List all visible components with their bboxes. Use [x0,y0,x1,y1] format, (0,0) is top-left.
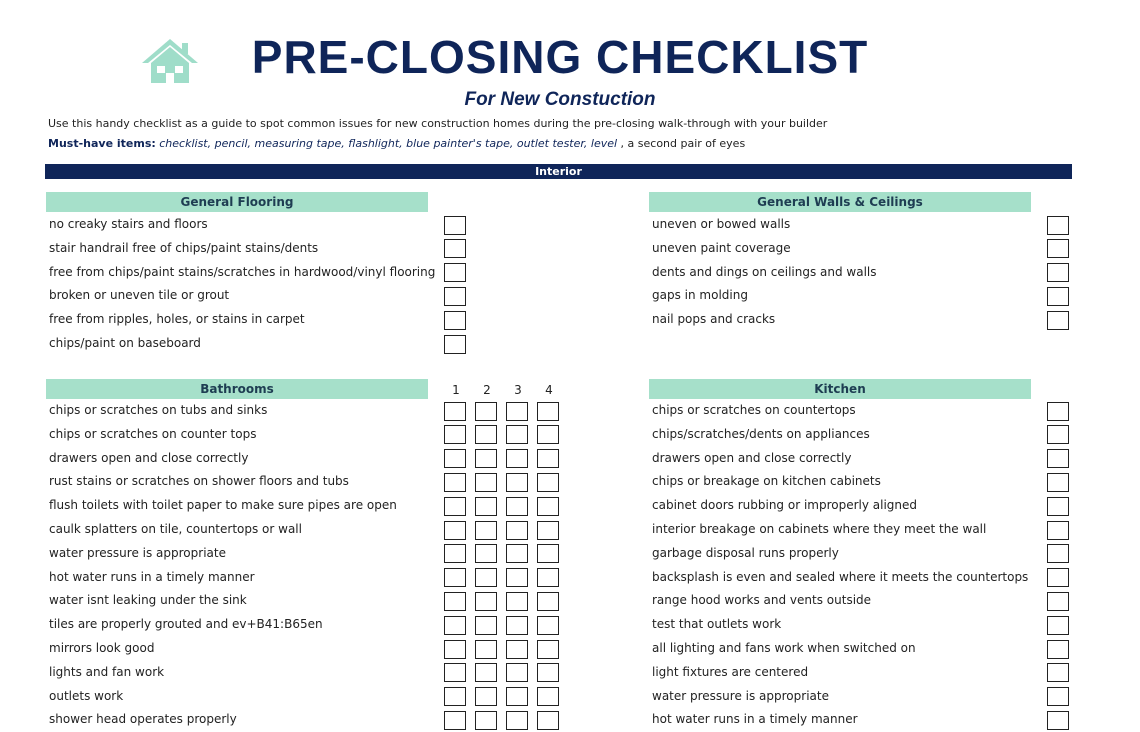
general-walls-item: uneven paint coverage [652,240,791,255]
bathrooms-item: hot water runs in a timely manner [49,569,255,584]
kitchen-item: water pressure is appropriate [652,688,829,703]
general-flooring-checkbox[interactable] [444,216,466,235]
bathrooms-checkbox-2[interactable] [475,473,497,492]
section-header-general-flooring: General Flooring [46,192,428,212]
intro-text: Use this handy checklist as a guide to spot common issues for new construction homes during the pre-closing walk-through with your builder [48,117,828,130]
bathrooms-checkbox-4[interactable] [537,616,559,635]
bathrooms-checkbox-2[interactable] [475,521,497,540]
general-flooring-checkbox[interactable] [444,263,466,282]
bathrooms-checkbox-3[interactable] [506,711,528,730]
general-flooring-item: free from ripples, holes, or stains in carpet [49,312,305,327]
kitchen-item: drawers open and close correctly [652,450,852,465]
general-walls-checkbox[interactable] [1047,311,1069,330]
kitchen-item: all lighting and fans work when switched on [652,641,916,655]
bathrooms-checkbox-4[interactable] [537,640,559,659]
kitchen-checkbox[interactable] [1047,568,1069,587]
bathrooms-checkbox-3[interactable] [506,497,528,516]
kitchen-checkbox[interactable] [1047,687,1069,706]
general-flooring-checkbox[interactable] [444,311,466,330]
bathrooms-checkbox-2[interactable] [475,711,497,730]
kitchen-item: test that outlets work [652,617,782,632]
bathrooms-checkbox-3[interactable] [506,592,528,611]
general-flooring-item: no creaky stairs and floors [49,217,208,231]
page-title: PRE-CLOSING CHECKLIST [251,31,869,83]
kitchen-checkbox[interactable] [1047,616,1069,635]
bathrooms-checkbox-3[interactable] [506,687,528,706]
bathrooms-checkbox-4[interactable] [537,544,559,563]
general-walls-item: uneven or bowed walls [652,217,791,231]
general-walls-checkbox[interactable] [1047,216,1069,235]
bathrooms-checkbox-3[interactable] [506,616,528,635]
bathrooms-item: water pressure is appropriate [49,545,226,560]
section-header-bathrooms: Bathrooms [46,379,428,399]
bathrooms-checkbox-2[interactable] [475,544,497,563]
bathrooms-checkbox-4[interactable] [537,711,559,730]
bathroom-column-3: 3 [514,383,522,397]
section-header-general-walls: General Walls & Ceilings [649,192,1031,212]
bathrooms-checkbox-2[interactable] [475,616,497,635]
bathrooms-item: outlets work [49,688,124,703]
bathrooms-checkbox-1[interactable] [444,473,466,492]
bathrooms-item: drawers open and close correctly [49,450,249,465]
bathrooms-item: chips or scratches on tubs and sinks [49,403,268,417]
bathrooms-checkbox-4[interactable] [537,663,559,682]
kitchen-checkbox[interactable] [1047,711,1069,730]
kitchen-item: chips/scratches/dents on appliances [652,426,870,441]
bathrooms-checkbox-4[interactable] [537,402,559,421]
general-walls-item: nail pops and cracks [652,312,776,327]
bathroom-column-2: 2 [483,383,491,397]
kitchen-checkbox[interactable] [1047,592,1069,611]
kitchen-item: garbage disposal runs properly [652,545,839,560]
bathrooms-item: flush toilets with toilet paper to make sure pipes are open [49,498,397,513]
interior-banner: Interior [45,164,1072,179]
kitchen-item: backsplash is even and sealed where it meets the countertops [652,569,1029,584]
bathrooms-checkbox-2[interactable] [475,497,497,516]
bathrooms-checkbox-3[interactable] [506,473,528,492]
bathrooms-checkbox-1[interactable] [444,544,466,563]
kitchen-checkbox[interactable] [1047,521,1069,540]
kitchen-item: chips or scratches on countertops [652,403,856,417]
bathrooms-checkbox-1[interactable] [444,592,466,611]
bathrooms-item: mirrors look good [49,641,155,655]
general-walls-item: gaps in molding [652,288,748,303]
bathrooms-checkbox-2[interactable] [475,687,497,706]
bathrooms-checkbox-1[interactable] [444,687,466,706]
house-icon [140,36,200,86]
must-have-label: Must-have items: [48,137,156,150]
bathrooms-item: lights and fan work [49,664,165,679]
kitchen-item: interior breakage on cabinets where they meet the wall [652,522,987,536]
bathrooms-checkbox-2[interactable] [475,425,497,444]
general-flooring-item: broken or uneven tile or grout [49,288,230,303]
bathrooms-checkbox-3[interactable] [506,402,528,421]
bathrooms-checkbox-4[interactable] [537,592,559,611]
bathrooms-item: tiles are properly grouted and ev+B41:B65en [49,617,323,632]
bathrooms-checkbox-2[interactable] [475,449,497,468]
kitchen-checkbox[interactable] [1047,663,1069,682]
bathrooms-checkbox-2[interactable] [475,568,497,587]
bathrooms-checkbox-3[interactable] [506,568,528,587]
general-flooring-checkbox[interactable] [444,287,466,306]
kitchen-item: cabinet doors rubbing or improperly aligned [652,498,918,513]
bathrooms-checkbox-1[interactable] [444,497,466,516]
general-walls-item: dents and dings on ceilings and walls [652,264,877,279]
general-flooring-item: chips/paint on baseboard [49,336,201,350]
bathrooms-item: rust stains or scratches on shower floors and tubs [49,474,349,489]
kitchen-checkbox[interactable] [1047,473,1069,492]
bathrooms-checkbox-1[interactable] [444,425,466,444]
bathrooms-item: caulk splatters on tile, countertops or wall [49,522,302,536]
general-flooring-item: free from chips/paint stains/scratches in hardwood/vinyl flooring [49,264,436,279]
bathrooms-checkbox-3[interactable] [506,449,528,468]
bathrooms-checkbox-2[interactable] [475,592,497,611]
must-have-tail: , a second pair of eyes [617,137,746,150]
bathrooms-item: shower head operates properly [49,712,237,727]
bathrooms-checkbox-4[interactable] [537,687,559,706]
bathrooms-checkbox-3[interactable] [506,425,528,444]
bathrooms-checkbox-2[interactable] [475,402,497,421]
bathrooms-checkbox-3[interactable] [506,640,528,659]
kitchen-checkbox[interactable] [1047,425,1069,444]
page-subtitle: For New Constuction [464,89,656,110]
bathroom-column-4: 4 [545,383,553,397]
kitchen-item: hot water runs in a timely manner [652,712,858,727]
bathrooms-checkbox-2[interactable] [475,640,497,659]
bathrooms-checkbox-2[interactable] [475,663,497,682]
bathroom-column-1: 1 [452,383,460,397]
bathrooms-checkbox-1[interactable] [444,449,466,468]
bathrooms-checkbox-4[interactable] [537,568,559,587]
bathrooms-checkbox-3[interactable] [506,521,528,540]
bathrooms-checkbox-1[interactable] [444,521,466,540]
bathrooms-checkbox-1[interactable] [444,663,466,682]
bathrooms-checkbox-3[interactable] [506,544,528,563]
kitchen-checkbox[interactable] [1047,402,1069,421]
kitchen-checkbox[interactable] [1047,544,1069,563]
general-flooring-checkbox[interactable] [444,239,466,258]
bathrooms-checkbox-4[interactable] [537,473,559,492]
kitchen-item: light fixtures are centered [652,664,809,679]
bathrooms-item: chips or scratches on counter tops [49,426,257,441]
bathrooms-checkbox-1[interactable] [444,711,466,730]
must-have-items: checklist, pencil, measuring tape, flashlight, blue painter's tape, outlet tester, level [155,137,618,150]
general-walls-checkbox[interactable] [1047,239,1069,258]
bathrooms-checkbox-4[interactable] [537,449,559,468]
bathrooms-checkbox-1[interactable] [444,402,466,421]
bathrooms-checkbox-1[interactable] [444,568,466,587]
kitchen-item: chips or breakage on kitchen cabinets [652,474,881,489]
general-flooring-item: stair handrail free of chips/paint stains/dents [49,240,319,255]
kitchen-item: range hood works and vents outside [652,593,872,608]
kitchen-checkbox[interactable] [1047,497,1069,516]
bathrooms-item: water isnt leaking under the sink [49,593,247,608]
bathrooms-checkbox-1[interactable] [444,616,466,635]
bathrooms-checkbox-4[interactable] [537,425,559,444]
kitchen-checkbox[interactable] [1047,449,1069,468]
general-walls-checkbox[interactable] [1047,287,1069,306]
general-flooring-checkbox[interactable] [444,335,466,354]
bathrooms-checkbox-4[interactable] [537,521,559,540]
must-have-line [48,137,745,150]
bathrooms-checkbox-3[interactable] [506,663,528,682]
kitchen-checkbox[interactable] [1047,640,1069,659]
section-header-kitchen: Kitchen [649,379,1031,399]
bathrooms-checkbox-1[interactable] [444,640,466,659]
general-walls-checkbox[interactable] [1047,263,1069,282]
bathrooms-checkbox-4[interactable] [537,497,559,516]
